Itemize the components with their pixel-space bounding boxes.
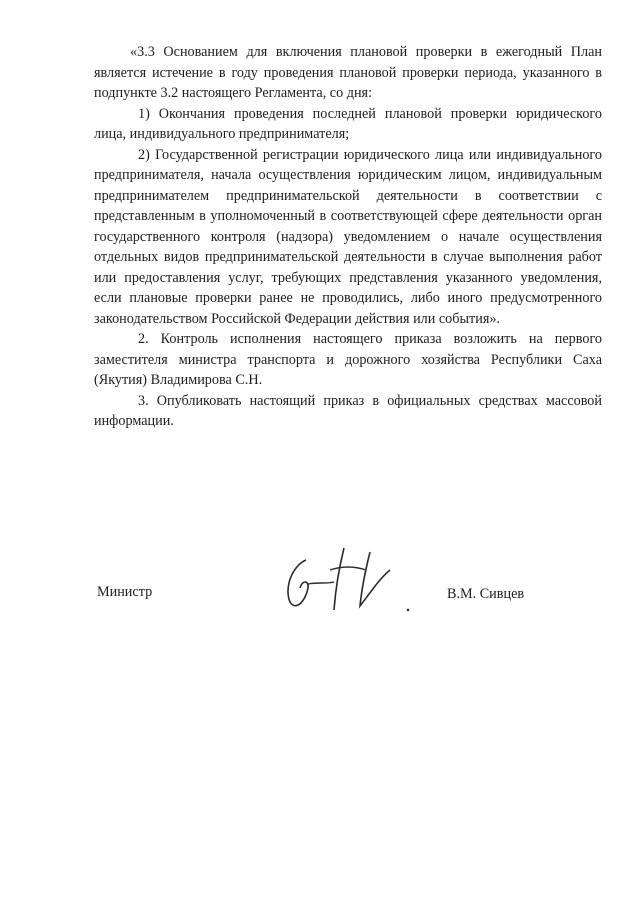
subitem-2: 2) Государственной регистрации юридического лица или индивидуального предпринимателя, начала осуществления юридическим лицом, индивидуальным предпринимателем предпринимательской деятельности в соответствии с представленным в уполномоченный в соответствующей сфере деятельности орган государственного контроля (надзора) уведомлением о начале осуществления отдельных видов предпринимательской деятельности в случае выполнения работ или предоставления услуг, требующих представления указанного уведомления, если плановые проверки ранее не проводились, либо иного предусмотренного законодательством Российской Федерации действия или события». [94,146,602,327]
signature-block [0,540,640,630]
paragraph-3-3: «3.3 Основанием для включения плановой проверки в ежегодный План является истечение в году проведения плановой проверки периода, указанного в подпункте 3.2 настоящего Регламента, со дня: [94,44,602,101]
handwritten-signature [278,540,428,618]
signatory-name: В.М. Сивцев [447,586,525,602]
subitem-1: 1) Окончания проведения последней плановой проверки юридического лица, индивидуального предпринимателя; [94,105,602,142]
clause-3: 3. Опубликовать настоящий приказ в официальных средствах массовой информации. [94,392,602,429]
clause-2: 2. Контроль исполнения настоящего приказа возложить на первого заместителя министра транспорта и дорожного хозяйства Республики Саха (Якутия) Владимирова С.Н. [94,331,602,388]
document-body [94,42,602,432]
signatory-title: Министр [97,584,153,600]
